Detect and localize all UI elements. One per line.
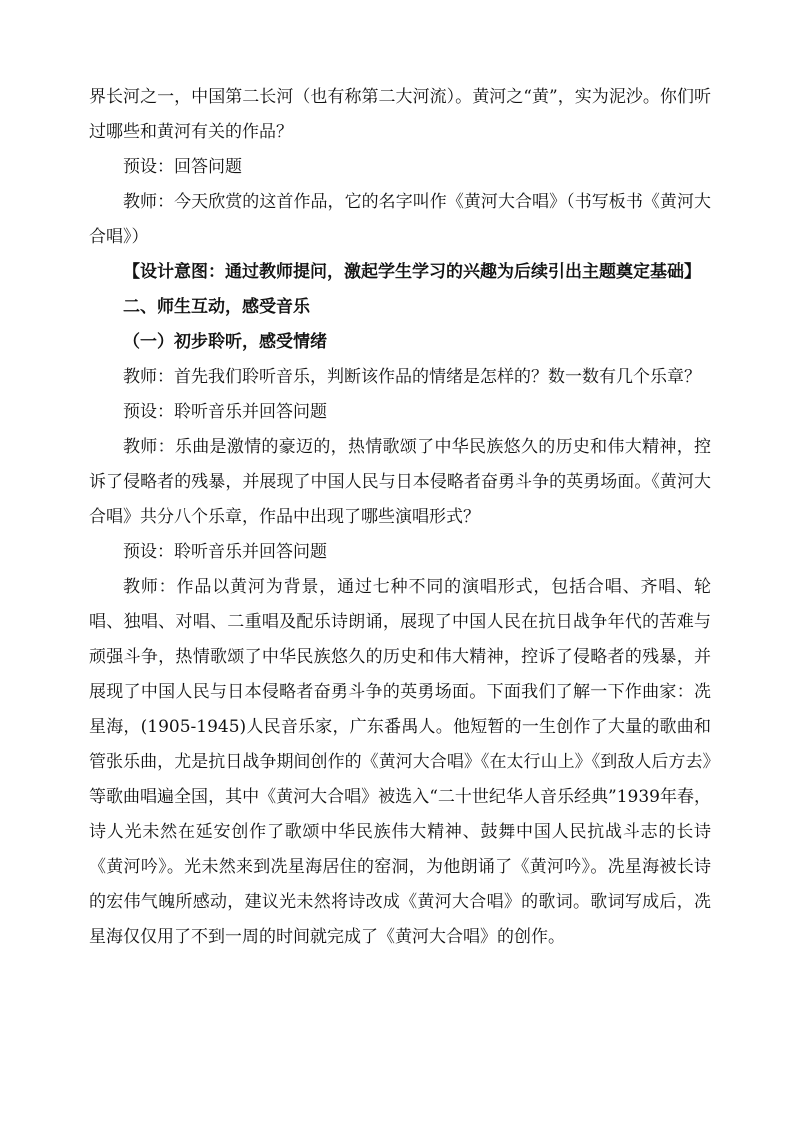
paragraph-teacher-title: 教师：今天欣赏的这首作品，它的名字叫作《黄河大合唱》（书写板书《黄河大合唱》） [89,192,711,247]
paragraph-teacher-question: 教师：首先我们聆听音乐，判断该作品的情绪是怎样的？数一数有几个乐章？ [123,367,701,387]
design-intent-note: 【设计意图：通过教师提问，激起学生学习的兴趣为后续引出主题奠定基础】 [123,262,701,282]
paragraph-preset-listen-1: 预设：聆听音乐并回答问题 [123,402,327,422]
section-heading-interaction: 二、师生互动，感受音乐 [123,297,310,317]
paragraph-preset-answer: 预设：回答问题 [123,157,242,177]
document-body [89,80,711,955]
paragraph-preset-listen-2: 预设：聆听音乐并回答问题 [123,542,327,562]
paragraph-teacher-explanation: 教师：乐曲是激情的豪迈的，热情歌颂了中华民族悠久的历史和伟大精神，控诉了侵略者的残暴，并展现了中国人民与日本侵略者奋勇斗争的英勇场面。《黄河大合唱》共分八个乐章，作品中出现了哪些演唱形式？ [89,437,711,527]
subsection-heading-first-listen: （一）初步聆听，感受情绪 [123,332,327,352]
paragraph-intro-continued: 界长河之一，中国第二长河（也有称第二大河流）。黄河之“黄”，实为泥沙。你们听过哪些和黄河有关的作品？ [89,87,711,142]
paragraph-teacher-composer: 教师：作品以黄河为背景，通过七种不同的演唱形式，包括合唱、齐唱、轮唱、独唱、对唱、二重唱及配乐诗朗诵，展现了中国人民在抗日战争年代的苦难与顽强斗争，热情歌颂了中华民族悠久的历史和伟大精神，控诉了侵略者的残暴，并展现了中国人民与日本侵略者奋勇斗争的英勇场面。下面我们了解一下作曲家：冼星海，(1905-1945)人民音乐家，广东番禺人。他短暂的一生创作了大量的歌曲和管张乐曲，尤是抗日战争期间创作的《黄河大合唱》《在太行山上》《到敌人后方去》等歌曲唱遍全国，其中《黄河大合唱》被选入“二十世纪华人音乐经典”1939年春，诗人光未然在延安创作了歌颂中华民族伟大精神、鼓舞中国人民抗战斗志的长诗《黄河吟》。光未然来到冼星海居住的窑洞，为他朗诵了《黄河吟》。冼星海被长诗的宏伟气魄所感动，建议光未然将诗改成《黄河大合唱》的歌词。歌词写成后，冼星海仅仅用了不到一周的时间就完成了《黄河大合唱》的创作。 [89,577,711,947]
